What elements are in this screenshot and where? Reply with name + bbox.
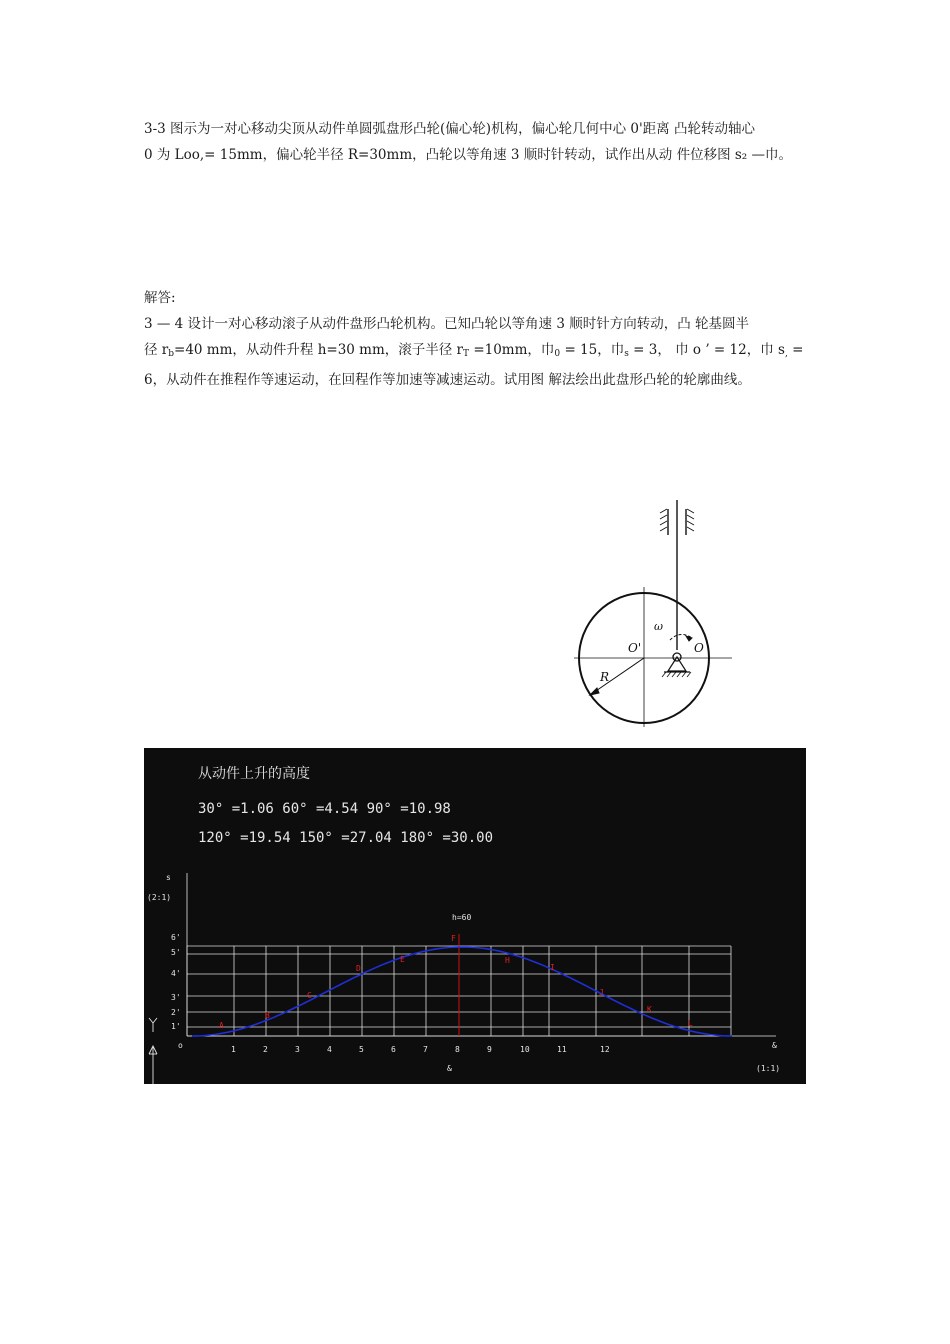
graph-title: 从动件上升的高度 [198, 766, 310, 782]
answer-line-2: 径 $r_b=40$ mm，从动件升程 h=30 mm，滚子半径 $r_T =10mm$，巾$_0$ = 15，巾$_s$ = 3， 巾 o ’ = 12，巾 $s_,$ = [144, 342, 804, 359]
cam-mechanism-figure [560, 495, 750, 735]
x-tick-label: 12 [600, 1045, 610, 1054]
x-tick-label: 9 [487, 1045, 492, 1054]
y-tick-label: 1' [171, 1022, 181, 1031]
x-axis-end-label: & [772, 1041, 777, 1050]
curve-point-label: H [505, 956, 510, 965]
y-tick-label: 6' [171, 933, 181, 942]
graph-values-line-2: 120° =19.54 150° =27.04 180° =30.00 [198, 830, 494, 846]
x-tick-label: 2 [263, 1045, 268, 1054]
x-tick-label: 4 [327, 1045, 332, 1054]
label-o: O [694, 641, 704, 655]
displacement-graph [144, 748, 806, 1084]
y-tick-label: 5' [171, 948, 181, 957]
curve-point-label: F [451, 934, 456, 943]
y-tick-label: 3' [171, 993, 181, 1002]
x-tick-label: 6 [391, 1045, 396, 1054]
y-scale-label: (2:1) [147, 893, 172, 902]
x-tick-label: 3 [295, 1045, 300, 1054]
x-tick-label: 5 [359, 1045, 364, 1054]
problem-statement [144, 116, 866, 168]
y-tick-label: 4' [171, 969, 181, 978]
answer-line-3: 6，从动件在推程作等速运动，在回程作等加速等减速运动。试用图 解法绘出此盘形凸轮的轮廓曲线。 [144, 372, 751, 388]
curve-point-label: D [356, 964, 361, 973]
curve-point-label: J [599, 988, 604, 997]
x-tick-label: 1 [231, 1045, 236, 1054]
label-r: R [600, 670, 610, 684]
ucs-icon [149, 1018, 157, 1084]
displacement-curve [192, 947, 732, 1036]
graph-values-line-1: 30° =1.06 60° =4.54 90° =10.98 [198, 801, 451, 817]
curve-point-label: E [400, 955, 405, 964]
curve-point-label: C [307, 991, 312, 1000]
curve-point-label: L [688, 1019, 693, 1028]
problem-line-1: 3-3 图示为一对心移动尖顶从动件单圆弧盘形凸轮(偏心轮)机构，偏心轮几何中心 0'距离 凸轮转动轴心 [144, 121, 755, 137]
answer-section [144, 285, 866, 393]
problem-line-2: 0 为 Loo,= 15mm，偏心轮半径 R=30mm，凸轮以等角速 3 顺时针转动，试作出从动 件位移图 s₂ —巾。 [144, 147, 792, 163]
origin-label: o [178, 1041, 183, 1050]
label-omega: ω [654, 620, 663, 633]
curve-point-label: B [265, 1011, 270, 1020]
answer-label: 解答: [144, 290, 176, 306]
x-tick-label: 10 [520, 1045, 530, 1054]
x-tick-label: 8 [455, 1045, 460, 1054]
y-axis-label: s [166, 873, 171, 882]
answer-line-1: 3 — 4 设计一对心移动滚子从动件盘形凸轮机构。已知凸轮以等角速 3 顺时针方向转动，凸 轮基圆半 [144, 316, 750, 332]
label-o-prime: O' [628, 641, 642, 655]
x-tick-label: 11 [557, 1045, 567, 1054]
h-label: h=60 [452, 913, 472, 922]
x-axis-label: & [447, 1064, 452, 1073]
x-tick-label: 7 [423, 1045, 428, 1054]
y-tick-label: 2' [171, 1008, 181, 1017]
curve-point-label: I [550, 963, 555, 972]
curve-point-label: A [219, 1021, 224, 1030]
x-scale-label: (1:1) [756, 1064, 781, 1073]
curve-point-label: K [647, 1005, 652, 1014]
